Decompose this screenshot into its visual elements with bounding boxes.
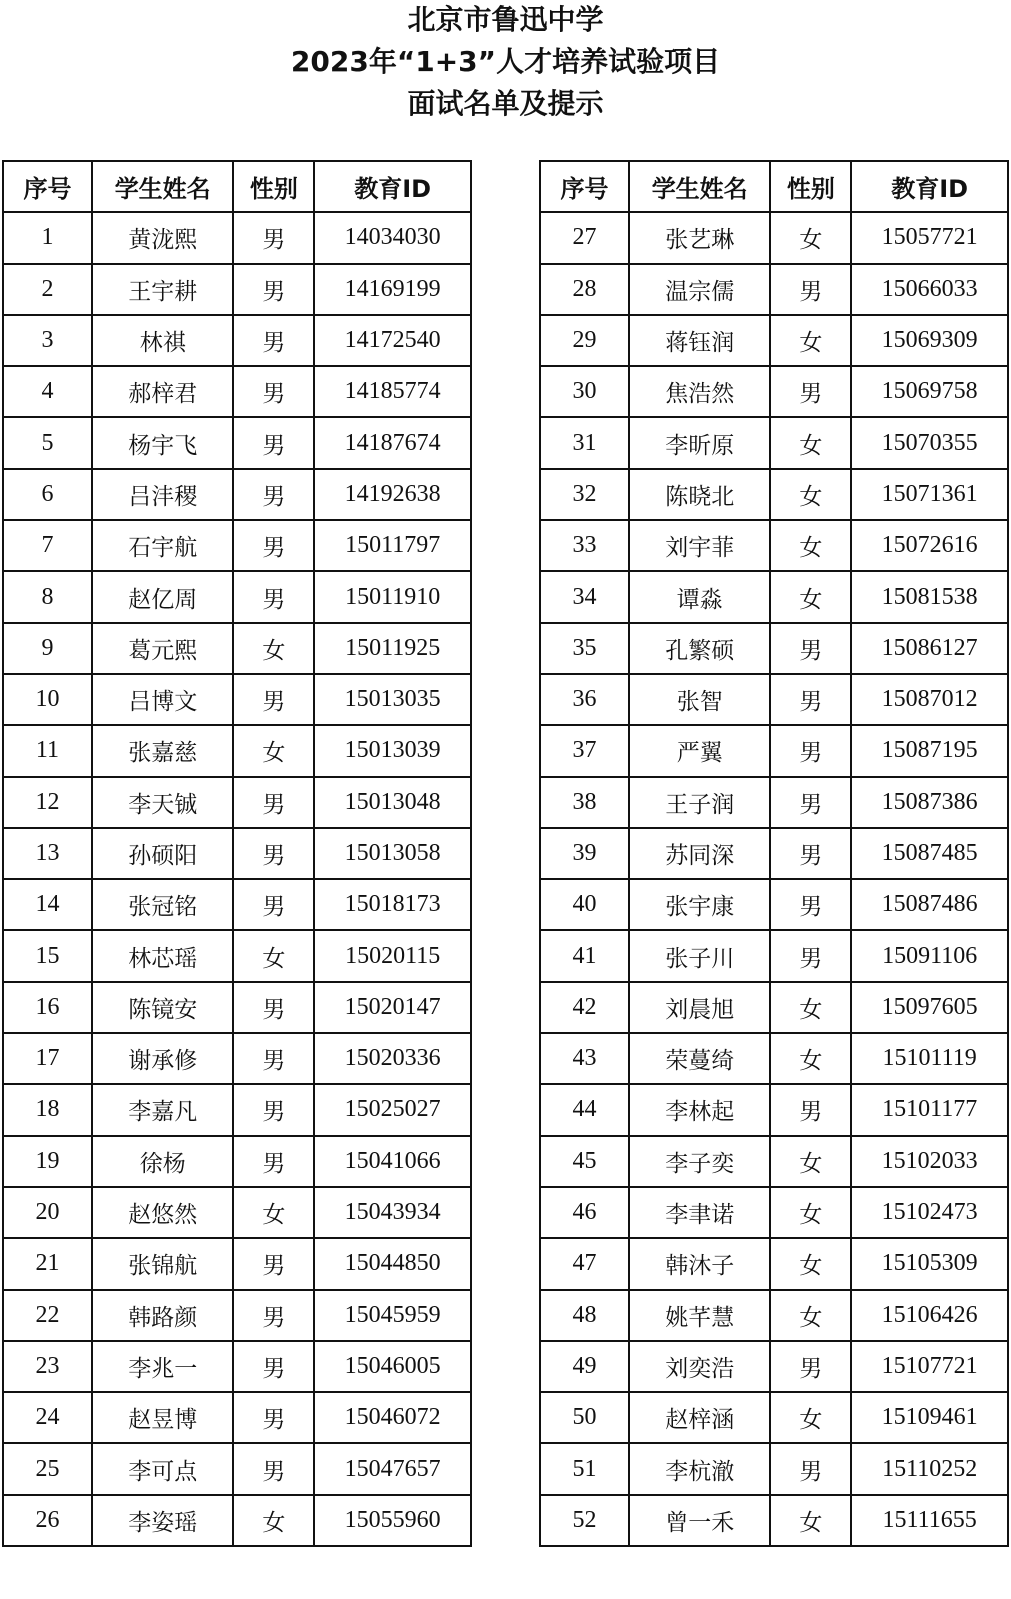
cell-number: 52: [540, 1495, 629, 1546]
cell-number: 29: [540, 315, 629, 366]
cell-number: 46: [540, 1187, 629, 1238]
cell-name: 王子润: [629, 777, 771, 828]
cell-number: 5: [3, 417, 92, 468]
cell-edu-id: 15020115: [314, 930, 471, 981]
table-row: [540, 1495, 1008, 1546]
header-gender: 性别: [770, 161, 851, 212]
cell-edu-id: 15011910: [314, 571, 471, 622]
cell-edu-id: 15020336: [314, 1033, 471, 1084]
cell-gender: 女: [770, 1290, 851, 1341]
cell-gender: 女: [770, 520, 851, 571]
cell-gender: 女: [770, 982, 851, 1033]
cell-edu-id: 15086127: [851, 623, 1008, 674]
cell-number: 41: [540, 930, 629, 981]
cell-edu-id: 15087195: [851, 725, 1008, 776]
cell-name: 陈镜安: [92, 982, 234, 1033]
cell-gender: 女: [233, 1187, 314, 1238]
cell-edu-id: 15102033: [851, 1136, 1008, 1187]
cell-gender: 男: [233, 520, 314, 571]
header-edu-id: 教育ID: [314, 161, 471, 212]
table-row: [540, 469, 1008, 520]
cell-number: 9: [3, 623, 92, 674]
cell-edu-id: 15025027: [314, 1084, 471, 1135]
table-row: [3, 417, 471, 468]
table-row: [540, 417, 1008, 468]
table-row: [540, 1033, 1008, 1084]
cell-name: 吕沣稷: [92, 469, 234, 520]
cell-number: 33: [540, 520, 629, 571]
cell-name: 吕博文: [92, 674, 234, 725]
cell-gender: 女: [233, 930, 314, 981]
cell-name: 韩沐子: [629, 1238, 771, 1289]
cell-gender: 男: [233, 1443, 314, 1494]
cell-name: 张嘉慈: [92, 725, 234, 776]
cell-edu-id: 15110252: [851, 1443, 1008, 1494]
table-row: [3, 366, 471, 417]
cell-number: 13: [3, 828, 92, 879]
title-line-1: 北京市鲁迅中学: [407, 3, 604, 36]
table-row: [540, 315, 1008, 366]
header-name: 学生姓名: [92, 161, 234, 212]
cell-number: 39: [540, 828, 629, 879]
cell-name: 陈晓北: [629, 469, 771, 520]
cell-name: 张艺琳: [629, 212, 771, 263]
title-line-3: 面试名单及提示: [407, 87, 604, 120]
table-row: [540, 930, 1008, 981]
cell-gender: 男: [233, 879, 314, 930]
cell-name: 刘宇菲: [629, 520, 771, 571]
cell-name: 葛元熙: [92, 623, 234, 674]
cell-number: 26: [3, 1495, 92, 1546]
table-row: [3, 1187, 471, 1238]
cell-name: 姚芊慧: [629, 1290, 771, 1341]
cell-name: 张冠铭: [92, 879, 234, 930]
cell-number: 3: [3, 315, 92, 366]
cell-gender: 男: [233, 982, 314, 1033]
cell-number: 48: [540, 1290, 629, 1341]
table-row: [3, 623, 471, 674]
table-row: [540, 879, 1008, 930]
cell-edu-id: 15109461: [851, 1392, 1008, 1443]
cell-name: 黄泷熙: [92, 212, 234, 263]
cell-edu-id: 15013039: [314, 725, 471, 776]
table-row: [3, 469, 471, 520]
table-row: [3, 212, 471, 263]
cell-edu-id: 15107721: [851, 1341, 1008, 1392]
cell-gender: 男: [770, 674, 851, 725]
cell-edu-id: 15097605: [851, 982, 1008, 1033]
cell-name: 李可点: [92, 1443, 234, 1494]
cell-edu-id: 14169199: [314, 264, 471, 315]
cell-name: 徐杨: [92, 1136, 234, 1187]
cell-edu-id: 15072616: [851, 520, 1008, 571]
cell-name: 李林起: [629, 1084, 771, 1135]
table-row: [540, 1238, 1008, 1289]
cell-gender: 女: [770, 1033, 851, 1084]
cell-gender: 男: [770, 264, 851, 315]
cell-edu-id: 15081538: [851, 571, 1008, 622]
cell-edu-id: 15018173: [314, 879, 471, 930]
cell-number: 27: [540, 212, 629, 263]
cell-name: 谢承修: [92, 1033, 234, 1084]
cell-edu-id: 15105309: [851, 1238, 1008, 1289]
table-row: [3, 315, 471, 366]
table-row: [540, 520, 1008, 571]
table-row: [540, 1341, 1008, 1392]
cell-number: 14: [3, 879, 92, 930]
table-row: [3, 777, 471, 828]
cell-name: 赵昱博: [92, 1392, 234, 1443]
title-line-2: 2023年“1+3”人才培养试验项目: [290, 45, 721, 78]
cell-number: 43: [540, 1033, 629, 1084]
cell-gender: 男: [233, 1238, 314, 1289]
cell-gender: 女: [770, 315, 851, 366]
cell-number: 34: [540, 571, 629, 622]
table-row: [3, 828, 471, 879]
cell-number: 32: [540, 469, 629, 520]
cell-gender: 男: [233, 366, 314, 417]
table-row: [540, 1443, 1008, 1494]
cell-name: 李姿瑶: [92, 1495, 234, 1546]
table-row: [3, 1341, 471, 1392]
cell-number: 40: [540, 879, 629, 930]
cell-gender: 女: [770, 1392, 851, 1443]
cell-gender: 男: [770, 930, 851, 981]
cell-number: 20: [3, 1187, 92, 1238]
cell-edu-id: 15070355: [851, 417, 1008, 468]
cell-gender: 男: [233, 571, 314, 622]
cell-name: 刘奕浩: [629, 1341, 771, 1392]
cell-edu-id: 15043934: [314, 1187, 471, 1238]
cell-number: 38: [540, 777, 629, 828]
table-row: [3, 1495, 471, 1546]
cell-edu-id: 15066033: [851, 264, 1008, 315]
cell-number: 17: [3, 1033, 92, 1084]
cell-edu-id: 15041066: [314, 1136, 471, 1187]
cell-edu-id: 14187674: [314, 417, 471, 468]
table-row: [3, 725, 471, 776]
cell-edu-id: 15047657: [314, 1443, 471, 1494]
cell-edu-id: 15101119: [851, 1033, 1008, 1084]
cell-number: 36: [540, 674, 629, 725]
cell-gender: 男: [233, 264, 314, 315]
header-gender: 性别: [233, 161, 314, 212]
cell-gender: 男: [770, 366, 851, 417]
cell-name: 蒋钰润: [629, 315, 771, 366]
table-row: [3, 879, 471, 930]
cell-edu-id: 14192638: [314, 469, 471, 520]
table-row: [540, 828, 1008, 879]
cell-gender: 男: [233, 1290, 314, 1341]
cell-gender: 男: [770, 1443, 851, 1494]
cell-gender: 男: [233, 1392, 314, 1443]
cell-number: 49: [540, 1341, 629, 1392]
cell-number: 7: [3, 520, 92, 571]
cell-name: 刘晨旭: [629, 982, 771, 1033]
cell-name: 李子奕: [629, 1136, 771, 1187]
header-row: [3, 161, 471, 212]
cell-gender: 女: [770, 212, 851, 263]
cell-gender: 男: [233, 469, 314, 520]
cell-edu-id: 14172540: [314, 315, 471, 366]
cell-edu-id: 15045959: [314, 1290, 471, 1341]
cell-number: 16: [3, 982, 92, 1033]
cell-name: 曾一禾: [629, 1495, 771, 1546]
cell-edu-id: 14185774: [314, 366, 471, 417]
cell-gender: 男: [770, 879, 851, 930]
cell-gender: 男: [233, 777, 314, 828]
cell-gender: 女: [770, 417, 851, 468]
cell-name: 张智: [629, 674, 771, 725]
cell-number: 30: [540, 366, 629, 417]
cell-name: 孙硕阳: [92, 828, 234, 879]
cell-name: 张子川: [629, 930, 771, 981]
cell-edu-id: 15013048: [314, 777, 471, 828]
cell-edu-id: 15087485: [851, 828, 1008, 879]
cell-number: 22: [3, 1290, 92, 1341]
cell-gender: 男: [770, 1341, 851, 1392]
cell-gender: 男: [233, 1136, 314, 1187]
cell-edu-id: 15087386: [851, 777, 1008, 828]
table-row: [3, 1290, 471, 1341]
cell-number: 18: [3, 1084, 92, 1135]
cell-gender: 男: [770, 777, 851, 828]
cell-name: 林祺: [92, 315, 234, 366]
cell-number: 15: [3, 930, 92, 981]
cell-number: 25: [3, 1443, 92, 1494]
table-row: [540, 1084, 1008, 1135]
cell-gender: 男: [233, 315, 314, 366]
cell-name: 孔繁硕: [629, 623, 771, 674]
cell-edu-id: 15069309: [851, 315, 1008, 366]
cell-name: 杨宇飞: [92, 417, 234, 468]
cell-edu-id: 15087486: [851, 879, 1008, 930]
cell-gender: 女: [770, 571, 851, 622]
cell-gender: 男: [233, 674, 314, 725]
cell-number: 42: [540, 982, 629, 1033]
table-row: [540, 623, 1008, 674]
cell-number: 8: [3, 571, 92, 622]
cell-name: 张宇康: [629, 879, 771, 930]
cell-gender: 男: [233, 417, 314, 468]
cell-name: 温宗儒: [629, 264, 771, 315]
cell-edu-id: 15013035: [314, 674, 471, 725]
header-number: 序号: [540, 161, 629, 212]
cell-gender: 男: [233, 1084, 314, 1135]
table-row: [540, 366, 1008, 417]
cell-number: 45: [540, 1136, 629, 1187]
table-row: [540, 777, 1008, 828]
cell-edu-id: 15011925: [314, 623, 471, 674]
cell-name: 赵梓涵: [629, 1392, 771, 1443]
cell-name: 赵悠然: [92, 1187, 234, 1238]
header-row: [540, 161, 1008, 212]
table-row: [3, 1084, 471, 1135]
cell-name: 李聿诺: [629, 1187, 771, 1238]
cell-number: 51: [540, 1443, 629, 1494]
cell-name: 苏同深: [629, 828, 771, 879]
cell-number: 50: [540, 1392, 629, 1443]
cell-name: 王宇耕: [92, 264, 234, 315]
cell-edu-id: 15055960: [314, 1495, 471, 1546]
table-row: [540, 674, 1008, 725]
cell-number: 2: [3, 264, 92, 315]
table-row: [3, 520, 471, 571]
cell-name: 荣蔓绮: [629, 1033, 771, 1084]
table-row: [540, 725, 1008, 776]
cell-name: 张锦航: [92, 1238, 234, 1289]
table-row: [3, 1033, 471, 1084]
header-number: 序号: [3, 161, 92, 212]
cell-number: 35: [540, 623, 629, 674]
cell-edu-id: 15111655: [851, 1495, 1008, 1546]
cell-gender: 男: [770, 828, 851, 879]
cell-gender: 男: [770, 1084, 851, 1135]
table-row: [3, 1238, 471, 1289]
cell-name: 林芯瑶: [92, 930, 234, 981]
cell-number: 31: [540, 417, 629, 468]
cell-edu-id: 15013058: [314, 828, 471, 879]
table-row: [3, 571, 471, 622]
header-edu-id: 教育ID: [851, 161, 1008, 212]
cell-edu-id: 15071361: [851, 469, 1008, 520]
table-row: [3, 674, 471, 725]
cell-gender: 女: [770, 1238, 851, 1289]
roster-table-left: [2, 160, 472, 1547]
table-row: [3, 264, 471, 315]
cell-gender: 男: [233, 828, 314, 879]
cell-edu-id: 15091106: [851, 930, 1008, 981]
cell-name: 韩路颜: [92, 1290, 234, 1341]
cell-number: 6: [3, 469, 92, 520]
cell-number: 24: [3, 1392, 92, 1443]
cell-number: 12: [3, 777, 92, 828]
table-row: [540, 264, 1008, 315]
cell-number: 44: [540, 1084, 629, 1135]
cell-gender: 女: [770, 1187, 851, 1238]
table-row: [540, 571, 1008, 622]
cell-gender: 女: [233, 725, 314, 776]
cell-edu-id: 15011797: [314, 520, 471, 571]
table-row: [540, 1290, 1008, 1341]
cell-edu-id: 15106426: [851, 1290, 1008, 1341]
cell-edu-id: 15102473: [851, 1187, 1008, 1238]
table-row: [3, 930, 471, 981]
cell-name: 郝梓君: [92, 366, 234, 417]
cell-gender: 女: [233, 623, 314, 674]
table-row: [540, 982, 1008, 1033]
table-row: [3, 982, 471, 1033]
cell-edu-id: 15044850: [314, 1238, 471, 1289]
table-row: [540, 1392, 1008, 1443]
cell-name: 赵亿周: [92, 571, 234, 622]
cell-edu-id: 15101177: [851, 1084, 1008, 1135]
cell-gender: 女: [770, 469, 851, 520]
cell-edu-id: 15046005: [314, 1341, 471, 1392]
table-row: [3, 1392, 471, 1443]
cell-gender: 男: [233, 212, 314, 263]
cell-number: 19: [3, 1136, 92, 1187]
cell-number: 10: [3, 674, 92, 725]
table-row: [3, 1443, 471, 1494]
cell-gender: 男: [770, 725, 851, 776]
cell-name: 李杭澈: [629, 1443, 771, 1494]
cell-name: 李昕原: [629, 417, 771, 468]
cell-edu-id: 14034030: [314, 212, 471, 263]
table-row: [3, 1136, 471, 1187]
cell-gender: 女: [770, 1136, 851, 1187]
cell-name: 焦浩然: [629, 366, 771, 417]
cell-name: 李天铖: [92, 777, 234, 828]
cell-name: 严翼: [629, 725, 771, 776]
cell-number: 11: [3, 725, 92, 776]
cell-edu-id: 15087012: [851, 674, 1008, 725]
cell-gender: 女: [233, 1495, 314, 1546]
cell-number: 21: [3, 1238, 92, 1289]
cell-gender: 女: [770, 1495, 851, 1546]
table-row: [540, 1136, 1008, 1187]
cell-name: 李嘉凡: [92, 1084, 234, 1135]
cell-number: 47: [540, 1238, 629, 1289]
cell-edu-id: 15020147: [314, 982, 471, 1033]
cell-name: 石宇航: [92, 520, 234, 571]
cell-edu-id: 15057721: [851, 212, 1008, 263]
cell-name: 李兆一: [92, 1341, 234, 1392]
cell-gender: 男: [770, 623, 851, 674]
cell-edu-id: 15046072: [314, 1392, 471, 1443]
cell-number: 1: [3, 212, 92, 263]
cell-number: 4: [3, 366, 92, 417]
roster-table-right: [539, 160, 1009, 1547]
cell-gender: 男: [233, 1033, 314, 1084]
cell-number: 28: [540, 264, 629, 315]
cell-gender: 男: [233, 1341, 314, 1392]
cell-number: 37: [540, 725, 629, 776]
cell-number: 23: [3, 1341, 92, 1392]
header-name: 学生姓名: [629, 161, 771, 212]
table-row: [540, 212, 1008, 263]
table-row: [540, 1187, 1008, 1238]
cell-name: 谭淼: [629, 571, 771, 622]
cell-edu-id: 15069758: [851, 366, 1008, 417]
